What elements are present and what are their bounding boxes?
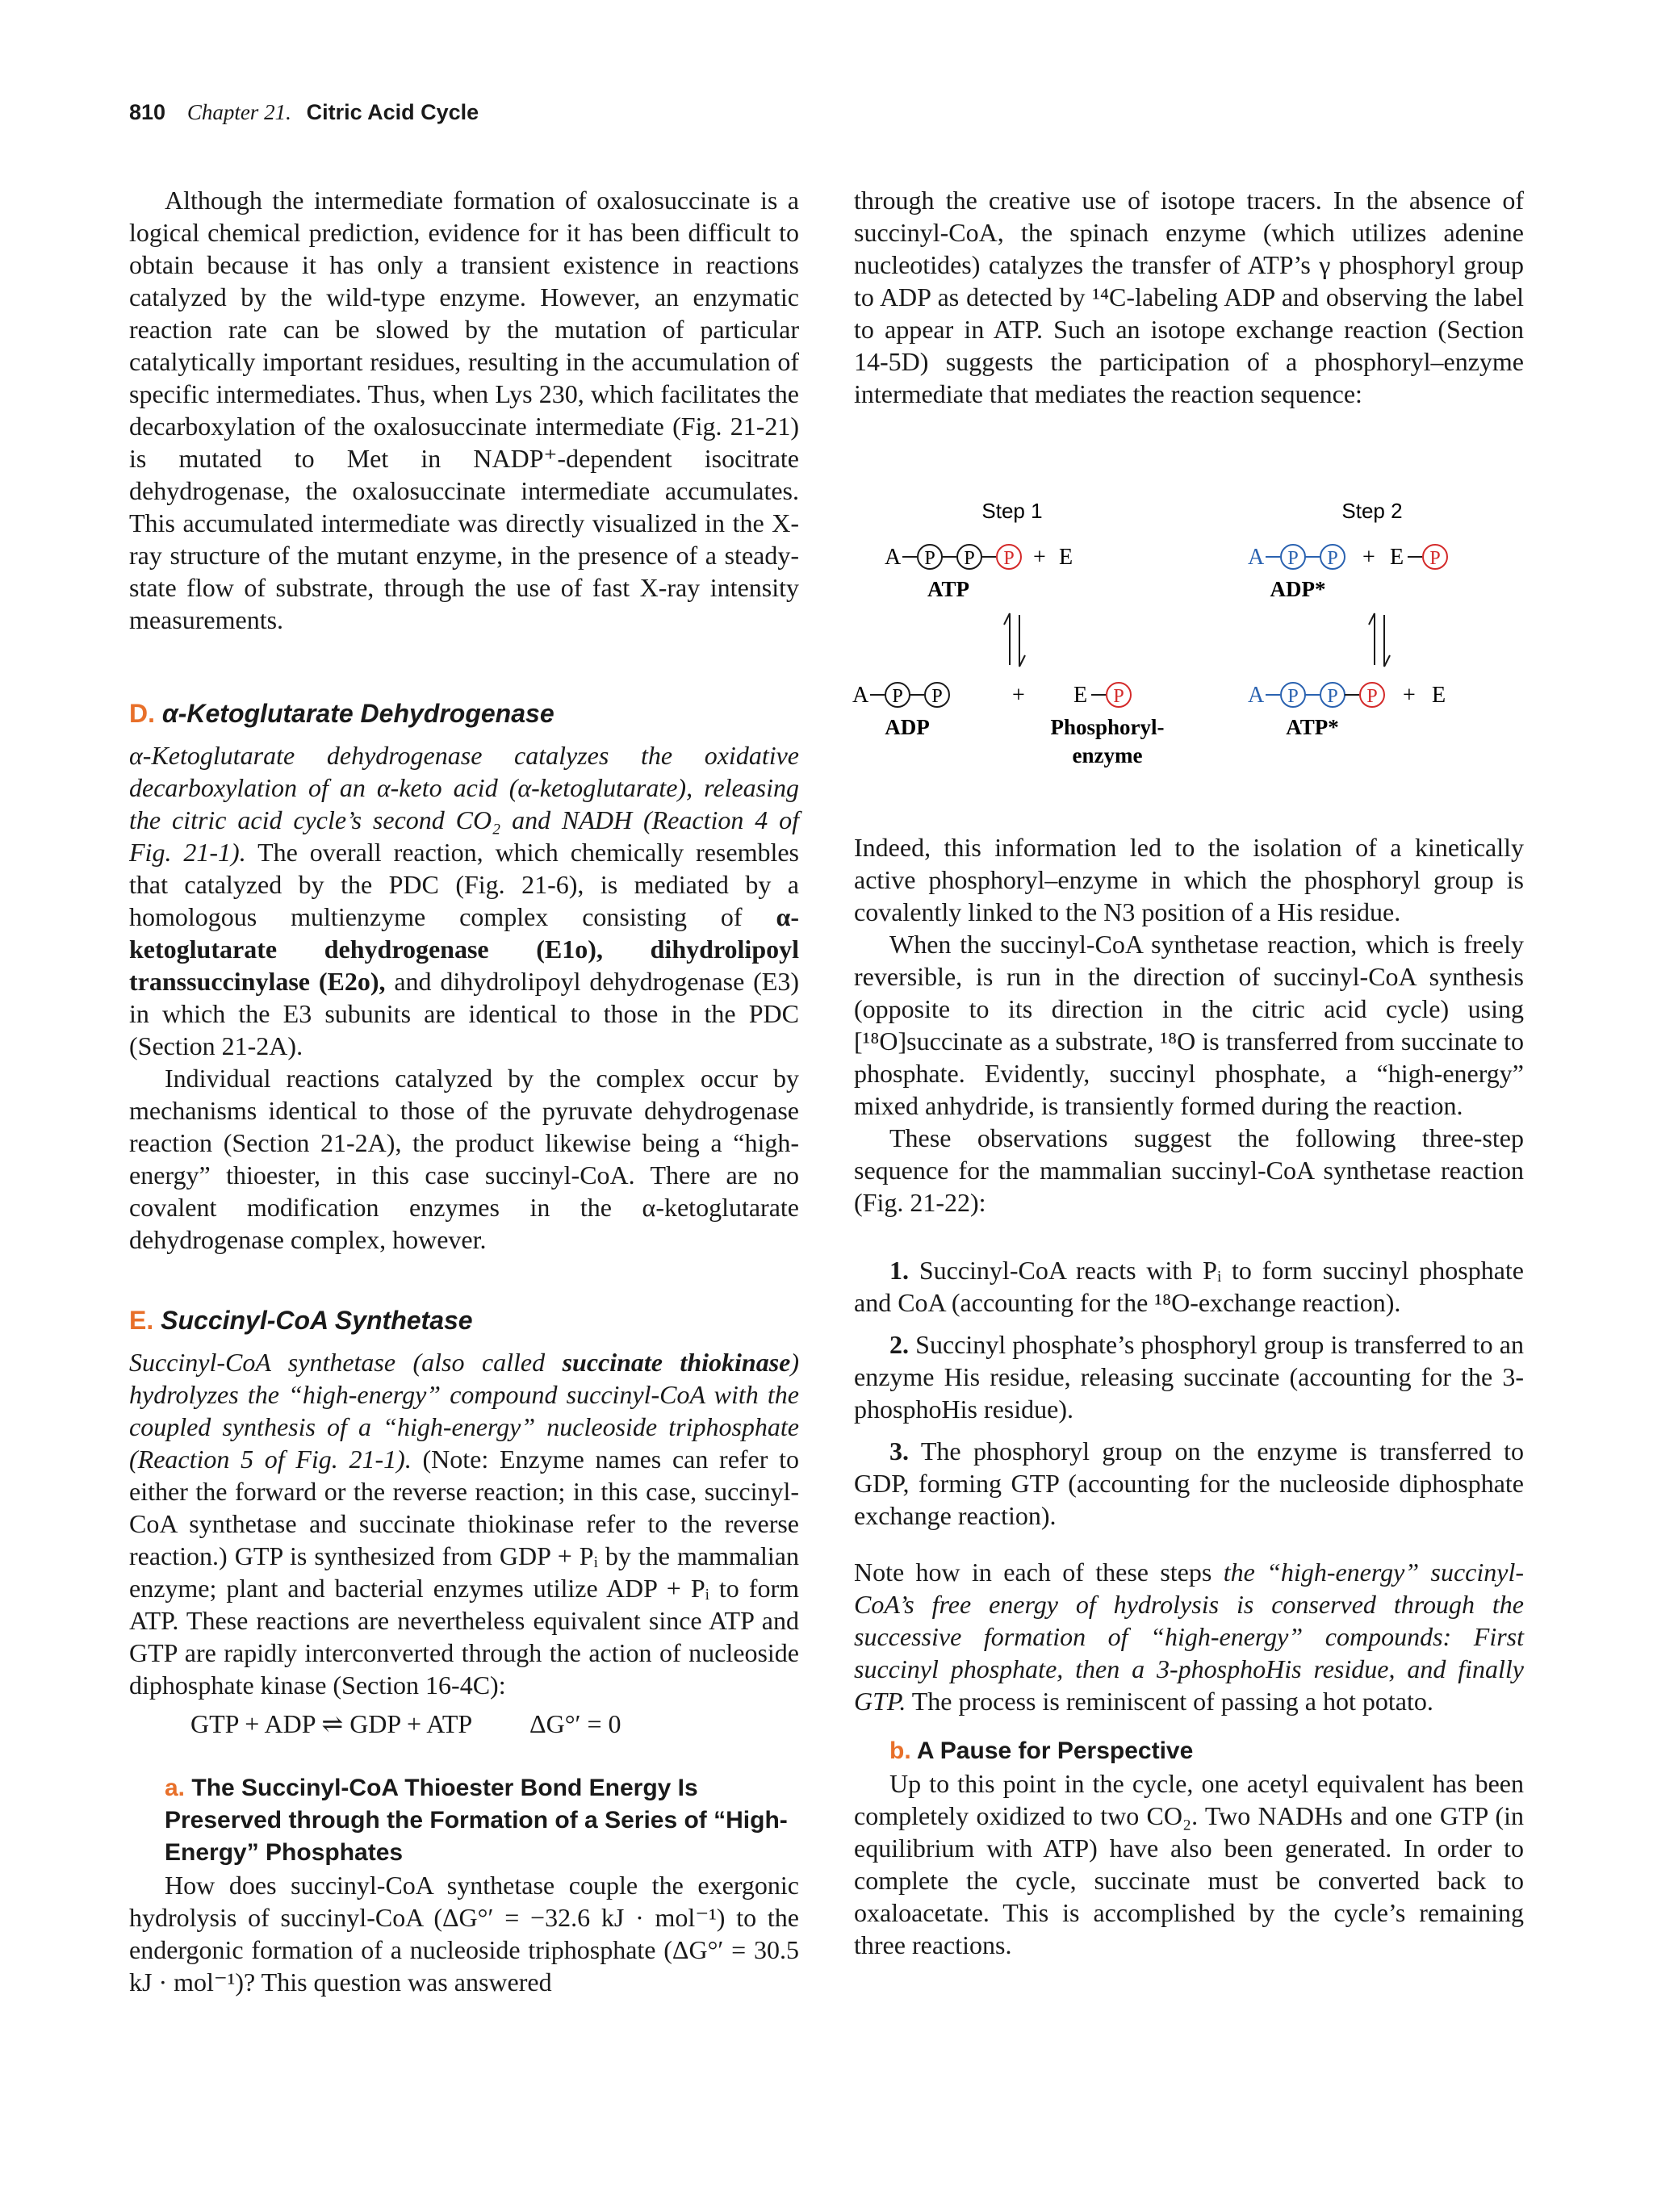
chapter-title: Citric Acid Cycle [306,100,479,124]
phosphoryl-label: Phosphoryl- [1050,715,1165,739]
equilibrium-arrows-step1 [1004,613,1025,667]
akg-intro-italic: α-Ketoglutarate dehydrogenase catalyzes the oxidative decarboxylation of an α-keto acid (α-ketoglutarate), releasing the citric acid cycle’s second CO₂ and NADH (Reaction 4 of Fig. 21-1). [129,741,799,867]
list-item-step-3 [854,1435,1524,1532]
list-item-step-1 [854,1254,1524,1319]
paragraph-coupling-question: How does succinyl-CoA synthetase couple the exergonic hydrolysis of succinyl-CoA (ΔG°′ = −32.6 kJ · mol⁻¹) to the endergonic formation of a nucleoside triphosphate (ΔG°′ = 30.5 kJ · mol⁻¹)? This question was answered [129,1871,799,1997]
atp-plus-enzyme [885,545,1073,601]
hot-potato-italic: the “high-energy” succinyl-CoA’s free energy of hydrolysis is conserved through the successive formation of “high-energy” compounds: First succinyl phosphate, then a 3-phosphoHis residue, and finally GTP. [854,1558,1525,1716]
adp-star-label: ADP* [1270,577,1326,601]
phosphate-label: P [892,686,903,707]
adenosine-label: A [852,683,869,708]
succinate-thiokinase-bold: succinate thiokinase [562,1348,791,1377]
section-d-letter: D. [129,699,155,728]
subsection-a-letter: a. [165,1775,186,1801]
subsection-b-heading [889,1735,1524,1767]
phosphate-label: P [1327,548,1338,569]
equation-left: GTP + ADP [190,1709,316,1738]
plus-sign: + [1403,683,1416,708]
plus-sign: + [1033,545,1046,570]
equation-gtp-adp [190,1708,799,1740]
equation-right: GDP + ATP [349,1709,472,1738]
enzyme-label: E [1390,545,1404,570]
phosphate-label: P [1327,686,1338,707]
hot-potato-start: Note how in each of these steps [854,1558,1224,1587]
succinyl-intro-italic-1: Succinyl-CoA synthetase (also called [129,1348,563,1377]
paragraph-succinyl-intro [129,1346,799,1701]
right-column-top [854,184,1524,410]
enzyme-phosphate-label: P [1113,686,1124,707]
succinyl-intro-italic-2: ) hydrolyzes the “high-energy” compound succinyl-CoA with the coupled synthesis of a “high-energy” nucleoside triphosphate (Reaction 5 of Fig. 21-1). [129,1348,800,1474]
subsection-a-heading [165,1772,799,1869]
phosphate-label: P [1287,548,1299,569]
phosphate-label: P [964,548,975,569]
phosphate-label: P [1287,686,1299,707]
adenosine-label: A [1248,683,1265,708]
adp-star-plus-phosphoenzyme [1248,545,1447,601]
list-item-text: Succinyl phosphate’s phosphoryl group is transferred to an enzyme His residue, releasing succinate (accounting for the 3-phosphoHis residue). [854,1330,1524,1424]
gamma-phosphate-label: P [1366,686,1378,707]
plus-sign: + [1362,545,1375,570]
equation-delta-g: ΔG°′ = 0 [529,1709,621,1738]
adenosine-label: A [1248,545,1265,570]
paragraph-isotope-tracers: through the creative use of isotope tracers. In the absence of succinyl-CoA, the spinach enzyme (which utilizes adenine nucleotides) catalyzes the transfer of ATP’s γ phosphoryl group to ADP as detected by ¹⁴C-labeling ADP and observing the label to appear in ATP. Such an isotope exchange reaction (Section 14-5D) suggests the participation of a phosphoryl–enzyme intermediate that mediates the reaction sequence: [854,186,1524,408]
atp-label: ATP [927,577,969,601]
list-item-number: 3. [889,1436,909,1466]
gamma-phosphate-label: P [1003,548,1015,569]
chapter-label: Chapter 21. [186,100,291,124]
adp-plus-phosphoenzyme [852,683,1165,767]
list-item-text: Succinyl-CoA reacts with Pᵢ to form succinyl phosphate and CoA (accounting for the ¹⁸O-exchange reaction). [854,1256,1524,1317]
paragraph-o18-exchange: When the succinyl-CoA synthetase reaction, which is freely reversible, is run in the direction of succinyl-CoA synthesis (opposite to its direction in the citric acid cycle) using [¹⁸O]succinate as a substrate, ¹⁸O is transferred from succinate to phosphate. Evidently, succinyl phosphate, a “high-energy” mixed anhydride, is transiently formed during the reaction. [854,930,1524,1120]
hot-potato-end: The process is reminiscent of passing a hot potato. [906,1687,1433,1716]
equation-arrow: ⇌ [321,1709,344,1738]
adenosine-label: A [885,545,902,570]
akg-intro-end: and dihydrolipoyl dehydrogenase (E3) in which the E3 subunits are identical to those in the PDC (Section 21-2A). [129,967,799,1060]
enzyme-label: E [1432,683,1446,708]
succinyl-intro-text: (Note: Enzyme names can refer to either the forward or the reverse reaction; in this case, succinyl-CoA synthetase and succinate thiokinase refer to the reverse reaction.) GTP is synthesized from GDP + Pᵢ by the mammalian enzyme; plant and bacterial enzymes utilize ADP + Pᵢ to form ATP. These reactions are nevertheless equivalent since ATP and GTP are rapidly interconverted through the action of nucleoside diphosphate kinase (Section 16-4C): [129,1445,799,1700]
atp-star-plus-enzyme [1248,683,1446,739]
paragraph-oxalosuccinate: Although the intermediate formation of oxalosuccinate is a logical chemical prediction, evidence for it has been difficult to obtain because it has only a transient existence in reactions catalyzed by the wild-type enzyme. However, an enzymatic reaction rate can be slowed by the mutation of particular catalytically important residues, resulting in the accumulation of specific intermediates. Thus, when Lys 230, which facilitates the decarboxylation of the oxalosuccinate intermediate (Fig. 21-21) is mutated to Met in NADP⁺-dependent isocitrate dehydrogenase, the oxalosuccinate intermediate accumulates. This accumulated intermediate was directly visualized in the X-ray structure of the mutant enzyme, in the presence of a steady-state flow of substrate, through the use of fast X-ray intensity measurements. [129,186,799,634]
section-d-heading [129,697,799,730]
paragraph-three-step: These observations suggest the following three-step sequence for the mammalian succinyl-CoA synthetase reaction (Fig. 21-22): [854,1123,1524,1217]
step-1-label: Step 1 [981,499,1043,523]
enzyme-label: E [1073,683,1088,708]
enzyme-label: E [1059,545,1073,570]
section-e-letter: E. [129,1306,154,1335]
enzyme-phosphate-label: P [1429,548,1441,569]
plus-sign: + [1012,683,1025,708]
phosphoryl-enzyme-scheme [839,494,1530,784]
subsection-b-title: A Pause for Perspective [916,1737,1194,1764]
right-column-bottom [854,831,1524,1961]
paragraph-hot-potato [854,1556,1524,1717]
akg-enzymes-bold: α-ketoglutarate dehydrogenase (E1o), dihydrolipoyl transsuccinylase (E2o), [129,902,799,996]
page-number: 810 [129,100,166,124]
subsection-a-title: The Succinyl-CoA Thioester Bond Energy Is Preserved through the Formation of a Series of “High-Energy” Phosphates [165,1775,788,1866]
step-2-label: Step 2 [1341,499,1403,523]
list-item-text: The phosphoryl group on the enzyme is transferred to GDP, forming GTP (accounting for the nucleoside diphosphate exchange reaction). [854,1436,1524,1530]
subsection-b-letter: b. [889,1737,911,1764]
enzyme-word-label: enzyme [1072,743,1143,767]
akg-intro-text: The overall reaction, which chemically resembles that catalyzed by the PDC (Fig. 21-6), is mediated by a homologous multienzyme complex consisting of [129,838,800,931]
phosphate-label: P [924,548,935,569]
adp-label: ADP [885,715,930,739]
paragraph-akg-mechanism: Individual reactions catalyzed by the complex occur by mechanisms identical to those of the pyruvate dehydrogenase reaction (Section 21-2A), the product likewise being a “high-energy” thioester, in this case succinyl-CoA. There are no covalent modification enzymes in the α-ketoglutarate dehydrogenase complex, however. [129,1064,799,1254]
equilibrium-arrows-step2 [1369,613,1390,667]
list-item-number: 1. [889,1256,909,1285]
section-e-heading [129,1304,799,1336]
page-header [129,100,479,125]
atp-star-label: ATP* [1286,715,1339,739]
left-column [129,184,799,1998]
phosphate-label: P [931,686,943,707]
section-d-title: α-Ketoglutarate Dehydrogenase [161,699,554,728]
section-e-title: Succinyl-CoA Synthetase [161,1306,473,1335]
paragraph-phosphoryl-enzyme: Indeed, this information led to the isolation of a kinetically active phosphoryl–enzyme in which the phosphoryl group is covalently linked to the N3 position of a His residue. [854,833,1524,926]
list-item-step-2 [854,1328,1524,1425]
list-item-number: 2. [889,1330,909,1359]
paragraph-perspective: Up to this point in the cycle, one acetyl equivalent has been completely oxidized to two CO₂. Two NADHs and one GTP (in equilibrium with ATP) have also been generated. In order to complete the cycle, succinate must be converted back to oxaloacetate. This is accomplished by the cycle’s remaining three reactions. [854,1769,1524,1959]
paragraph-akg-intro [129,739,799,1062]
